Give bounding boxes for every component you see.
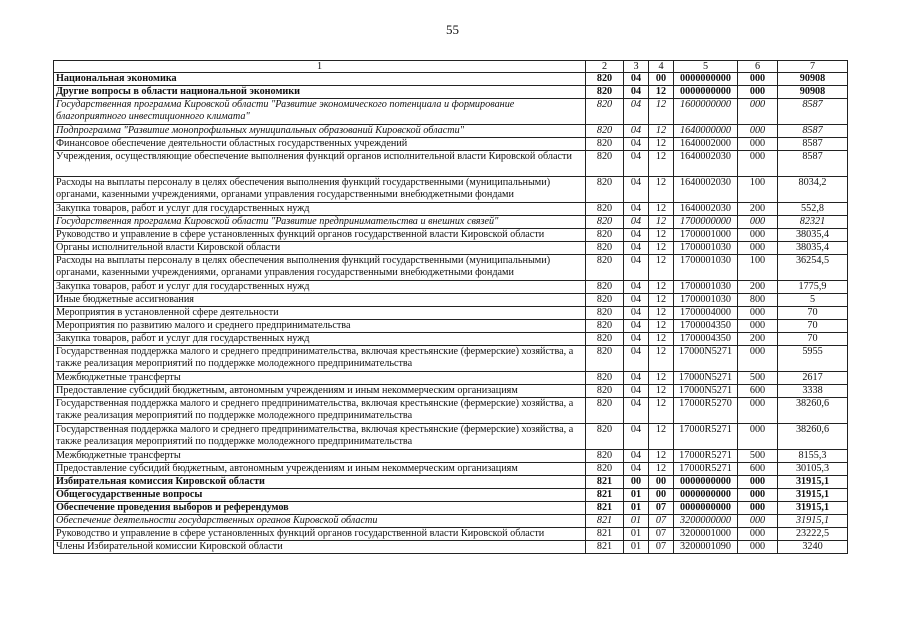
section-code-cell: 04: [624, 333, 649, 346]
target-article-cell: 17000R5271: [674, 424, 738, 450]
column-number-header: [54, 61, 848, 73]
page-number: 55: [446, 22, 459, 37]
table-row: [54, 502, 848, 515]
table-row: [54, 424, 848, 450]
subsection-code-cell: 12: [649, 99, 674, 125]
expense-type-cell: 600: [738, 463, 778, 476]
section-code-cell: 00: [624, 476, 649, 489]
section-code-cell: 01: [624, 541, 649, 554]
expense-type-cell: 000: [738, 216, 778, 229]
expense-type-cell: 200: [738, 333, 778, 346]
ministry-code-cell: 820: [586, 177, 624, 203]
row-name-cell: Межбюджетные трансферты: [54, 450, 586, 463]
amount-cell: 2617: [778, 372, 848, 385]
target-article-cell: 3200001090: [674, 541, 738, 554]
table-row: [54, 541, 848, 554]
ministry-code-cell: 820: [586, 229, 624, 242]
expense-type-cell: 000: [738, 151, 778, 177]
table-row: [54, 86, 848, 99]
amount-cell: 8587: [778, 151, 848, 177]
row-name-cell: Другие вопросы в области национальной экономики: [54, 86, 586, 99]
target-article-cell: 1640002030: [674, 177, 738, 203]
ministry-code-cell: 820: [586, 450, 624, 463]
row-name-cell: Обеспечение деятельности государственных органов Кировской области: [54, 515, 586, 528]
table-row: [54, 138, 848, 151]
subsection-code-cell: 00: [649, 489, 674, 502]
subsection-code-cell: 12: [649, 125, 674, 138]
amount-cell: 3240: [778, 541, 848, 554]
section-code-cell: 01: [624, 489, 649, 502]
subsection-code-cell: 12: [649, 320, 674, 333]
subsection-code-cell: 12: [649, 294, 674, 307]
subsection-code-cell: 12: [649, 86, 674, 99]
ministry-code-cell: 820: [586, 255, 624, 281]
budget-table: [53, 60, 848, 554]
target-article-cell: 1640002030: [674, 151, 738, 177]
expense-type-cell: 500: [738, 372, 778, 385]
target-article-cell: 1640002030: [674, 203, 738, 216]
expense-type-cell: 000: [738, 125, 778, 138]
amount-cell: 3338: [778, 385, 848, 398]
table-row: [54, 346, 848, 372]
section-code-cell: 04: [624, 346, 649, 372]
section-code-cell: 04: [624, 229, 649, 242]
expense-type-cell: 200: [738, 203, 778, 216]
section-code-cell: 04: [624, 242, 649, 255]
amount-cell: 36254,5: [778, 255, 848, 281]
table-row: [54, 372, 848, 385]
amount-cell: 38035,4: [778, 242, 848, 255]
ministry-code-cell: 821: [586, 515, 624, 528]
expense-type-cell: 000: [738, 73, 778, 86]
row-name-cell: Государственная поддержка малого и среднего предпринимательства, включая крестьянские (фермерские) хозяйства, а также реализация мероприятий по поддержке молодежного предпринимательства: [54, 424, 586, 450]
section-code-cell: 04: [624, 307, 649, 320]
amount-cell: 30105,3: [778, 463, 848, 476]
subsection-code-cell: 12: [649, 216, 674, 229]
target-article-cell: 1700001030: [674, 255, 738, 281]
amount-cell: 5: [778, 294, 848, 307]
target-article-cell: 1600000000: [674, 99, 738, 125]
ministry-code-cell: 820: [586, 86, 624, 99]
ministry-code-cell: 820: [586, 398, 624, 424]
section-code-cell: 04: [624, 138, 649, 151]
target-article-cell: 3200000000: [674, 515, 738, 528]
table-row: [54, 73, 848, 86]
subsection-code-cell: 07: [649, 502, 674, 515]
section-code-cell: 01: [624, 528, 649, 541]
subsection-code-cell: 12: [649, 203, 674, 216]
header-cell: 2: [586, 61, 624, 73]
expense-type-cell: 000: [738, 398, 778, 424]
table-row: [54, 294, 848, 307]
amount-cell: 38260,6: [778, 398, 848, 424]
row-name-cell: Расходы на выплаты персоналу в целях обеспечения выполнения функций государственными (муниципальными) органами, казенными учреждениями, органами управления государственными внебюджетными фондами: [54, 177, 586, 203]
ministry-code-cell: 820: [586, 424, 624, 450]
row-name-cell: Подпрограмма "Развитие монопрофильных муниципальных образований Кировской области": [54, 125, 586, 138]
target-article-cell: 3200001000: [674, 528, 738, 541]
expense-type-cell: 500: [738, 450, 778, 463]
ministry-code-cell: 820: [586, 151, 624, 177]
subsection-code-cell: 12: [649, 372, 674, 385]
subsection-code-cell: 07: [649, 515, 674, 528]
expense-type-cell: 000: [738, 307, 778, 320]
expense-type-cell: 200: [738, 281, 778, 294]
table-row: [54, 515, 848, 528]
header-cell: 4: [649, 61, 674, 73]
section-code-cell: 04: [624, 255, 649, 281]
table-row: [54, 463, 848, 476]
ministry-code-cell: 820: [586, 346, 624, 372]
subsection-code-cell: 12: [649, 333, 674, 346]
amount-cell: 31915,1: [778, 489, 848, 502]
section-code-cell: 04: [624, 177, 649, 203]
ministry-code-cell: 820: [586, 242, 624, 255]
table-row: [54, 203, 848, 216]
section-code-cell: 04: [624, 398, 649, 424]
table-row: [54, 385, 848, 398]
table-row: [54, 255, 848, 281]
table-row: [54, 489, 848, 502]
table-row: [54, 281, 848, 294]
target-article-cell: 17000R5270: [674, 398, 738, 424]
table-row: [54, 151, 848, 177]
section-code-cell: 04: [624, 372, 649, 385]
row-name-cell: Финансовое обеспечение деятельности областных государственных учреждений: [54, 138, 586, 151]
amount-cell: 552,8: [778, 203, 848, 216]
section-code-cell: 04: [624, 151, 649, 177]
subsection-code-cell: 12: [649, 242, 674, 255]
ministry-code-cell: 820: [586, 333, 624, 346]
target-article-cell: 17000N5271: [674, 385, 738, 398]
row-name-cell: Государственная поддержка малого и среднего предпринимательства, включая крестьянские (фермерские) хозяйства, а также реализация мероприятий по поддержке молодежного предпринимательства: [54, 398, 586, 424]
expense-type-cell: 000: [738, 489, 778, 502]
target-article-cell: 0000000000: [674, 86, 738, 99]
row-name-cell: Члены Избирательной комиссии Кировской области: [54, 541, 586, 554]
section-code-cell: 04: [624, 73, 649, 86]
amount-cell: 8034,2: [778, 177, 848, 203]
row-name-cell: Межбюджетные трансферты: [54, 372, 586, 385]
row-name-cell: Общегосударственные вопросы: [54, 489, 586, 502]
subsection-code-cell: 07: [649, 541, 674, 554]
table-body: [54, 61, 848, 554]
row-name-cell: Иные бюджетные ассигнования: [54, 294, 586, 307]
table-row: [54, 398, 848, 424]
target-article-cell: 0000000000: [674, 476, 738, 489]
table-row: [54, 242, 848, 255]
amount-cell: 70: [778, 307, 848, 320]
subsection-code-cell: 00: [649, 476, 674, 489]
amount-cell: 38035,4: [778, 229, 848, 242]
subsection-code-cell: 12: [649, 385, 674, 398]
expense-type-cell: 000: [738, 99, 778, 125]
subsection-code-cell: 12: [649, 177, 674, 203]
subsection-code-cell: 12: [649, 424, 674, 450]
amount-cell: 8587: [778, 138, 848, 151]
ministry-code-cell: 820: [586, 320, 624, 333]
expense-type-cell: 000: [738, 242, 778, 255]
amount-cell: 70: [778, 320, 848, 333]
section-code-cell: 04: [624, 320, 649, 333]
table-row: [54, 320, 848, 333]
ministry-code-cell: 820: [586, 294, 624, 307]
subsection-code-cell: 12: [649, 151, 674, 177]
target-article-cell: 1700001030: [674, 242, 738, 255]
row-name-cell: Руководство и управление в сфере установленных функций органов государственной власти Кировской области: [54, 229, 586, 242]
target-article-cell: 17000N5271: [674, 372, 738, 385]
expense-type-cell: 000: [738, 476, 778, 489]
row-name-cell: Мероприятия по развитию малого и среднего предпринимательства: [54, 320, 586, 333]
row-name-cell: Закупка товаров, работ и услуг для государственных нужд: [54, 281, 586, 294]
expense-type-cell: 600: [738, 385, 778, 398]
amount-cell: 90908: [778, 73, 848, 86]
budget-table-container: [53, 60, 847, 554]
row-name-cell: Расходы на выплаты персоналу в целях обеспечения выполнения функций государственными (муниципальными) органами, казенными учреждениями, органами управления государственными внебюджетными фондами: [54, 255, 586, 281]
target-article-cell: 1700000000: [674, 216, 738, 229]
table-row: [54, 177, 848, 203]
section-code-cell: 04: [624, 86, 649, 99]
expense-type-cell: 100: [738, 255, 778, 281]
subsection-code-cell: 12: [649, 138, 674, 151]
target-article-cell: 1640000000: [674, 125, 738, 138]
target-article-cell: 1700004350: [674, 333, 738, 346]
section-code-cell: 04: [624, 216, 649, 229]
target-article-cell: 17000R5271: [674, 450, 738, 463]
expense-type-cell: 000: [738, 320, 778, 333]
section-code-cell: 04: [624, 203, 649, 216]
target-article-cell: 0000000000: [674, 502, 738, 515]
subsection-code-cell: 12: [649, 463, 674, 476]
section-code-cell: 04: [624, 281, 649, 294]
expense-type-cell: 000: [738, 541, 778, 554]
target-article-cell: 1700001030: [674, 294, 738, 307]
ministry-code-cell: 820: [586, 125, 624, 138]
amount-cell: 31915,1: [778, 502, 848, 515]
ministry-code-cell: 821: [586, 528, 624, 541]
target-article-cell: 1700001030: [674, 281, 738, 294]
ministry-code-cell: 820: [586, 463, 624, 476]
target-article-cell: 1700004350: [674, 320, 738, 333]
amount-cell: 1775,9: [778, 281, 848, 294]
subsection-code-cell: 12: [649, 307, 674, 320]
table-row: [54, 450, 848, 463]
subsection-code-cell: 12: [649, 398, 674, 424]
ministry-code-cell: 821: [586, 476, 624, 489]
row-name-cell: Предоставление субсидий бюджетным, автономным учреждениям и иным некоммерческим организациям: [54, 385, 586, 398]
table-row: [54, 307, 848, 320]
table-row: [54, 476, 848, 489]
subsection-code-cell: 12: [649, 229, 674, 242]
row-name-cell: Обеспечение проведения выборов и референдумов: [54, 502, 586, 515]
amount-cell: 90908: [778, 86, 848, 99]
subsection-code-cell: 07: [649, 528, 674, 541]
amount-cell: 31915,1: [778, 476, 848, 489]
expense-type-cell: 000: [738, 424, 778, 450]
ministry-code-cell: 821: [586, 541, 624, 554]
section-code-cell: 04: [624, 450, 649, 463]
ministry-code-cell: 820: [586, 138, 624, 151]
section-code-cell: 04: [624, 125, 649, 138]
target-article-cell: 0000000000: [674, 489, 738, 502]
header-cell: 5: [674, 61, 738, 73]
amount-cell: 5955: [778, 346, 848, 372]
ministry-code-cell: 820: [586, 203, 624, 216]
table-row: [54, 125, 848, 138]
section-code-cell: 01: [624, 515, 649, 528]
section-code-cell: 04: [624, 385, 649, 398]
amount-cell: 8587: [778, 99, 848, 125]
amount-cell: 8587: [778, 125, 848, 138]
header-cell: 6: [738, 61, 778, 73]
header-cell: 7: [778, 61, 848, 73]
table-row: [54, 333, 848, 346]
target-article-cell: 1700001000: [674, 229, 738, 242]
ministry-code-cell: 820: [586, 307, 624, 320]
row-name-cell: Национальная экономика: [54, 73, 586, 86]
subsection-code-cell: 00: [649, 73, 674, 86]
amount-cell: 23222,5: [778, 528, 848, 541]
expense-type-cell: 800: [738, 294, 778, 307]
section-code-cell: 04: [624, 424, 649, 450]
row-name-cell: Закупка товаров, работ и услуг для государственных нужд: [54, 333, 586, 346]
section-code-cell: 04: [624, 99, 649, 125]
table-row: [54, 229, 848, 242]
header-cell: 3: [624, 61, 649, 73]
subsection-code-cell: 12: [649, 281, 674, 294]
expense-type-cell: 000: [738, 502, 778, 515]
row-name-cell: Предоставление субсидий бюджетным, автономным учреждениям и иным некоммерческим организациям: [54, 463, 586, 476]
ministry-code-cell: 820: [586, 281, 624, 294]
expense-type-cell: 000: [738, 229, 778, 242]
ministry-code-cell: 820: [586, 73, 624, 86]
target-article-cell: 0000000000: [674, 73, 738, 86]
section-code-cell: 04: [624, 294, 649, 307]
ministry-code-cell: 821: [586, 489, 624, 502]
ministry-code-cell: 820: [586, 372, 624, 385]
target-article-cell: 17000R5271: [674, 463, 738, 476]
row-name-cell: Государственная программа Кировской области "Развитие предпринимательства и внешних связей": [54, 216, 586, 229]
row-name-cell: Избирательная комиссия Кировской области: [54, 476, 586, 489]
row-name-cell: Учреждения, осуществляющие обеспечение выполнения функций органов исполнительной власти Кировской области: [54, 151, 586, 177]
expense-type-cell: 000: [738, 515, 778, 528]
section-code-cell: 01: [624, 502, 649, 515]
target-article-cell: 1700004000: [674, 307, 738, 320]
amount-cell: 31915,1: [778, 515, 848, 528]
ministry-code-cell: 820: [586, 385, 624, 398]
header-cell: 1: [54, 61, 586, 73]
row-name-cell: Государственная поддержка малого и среднего предпринимательства, включая крестьянские (фермерские) хозяйства, а также реализация мероприятий по поддержке молодежного предпринимательства: [54, 346, 586, 372]
subsection-code-cell: 12: [649, 255, 674, 281]
table-row: [54, 216, 848, 229]
expense-type-cell: 000: [738, 138, 778, 151]
row-name-cell: Государственная программа Кировской области "Развитие экономического потенциала и формирование благоприятного инвестиционного климата": [54, 99, 586, 125]
table-row: [54, 99, 848, 125]
table-row: [54, 528, 848, 541]
subsection-code-cell: 12: [649, 346, 674, 372]
expense-type-cell: 000: [738, 528, 778, 541]
expense-type-cell: 100: [738, 177, 778, 203]
expense-type-cell: 000: [738, 346, 778, 372]
row-name-cell: Закупка товаров, работ и услуг для государственных нужд: [54, 203, 586, 216]
amount-cell: 8155,3: [778, 450, 848, 463]
expense-type-cell: 000: [738, 86, 778, 99]
section-code-cell: 04: [624, 463, 649, 476]
ministry-code-cell: 820: [586, 99, 624, 125]
amount-cell: 82321: [778, 216, 848, 229]
amount-cell: 70: [778, 333, 848, 346]
row-name-cell: Мероприятия в установленной сфере деятельности: [54, 307, 586, 320]
target-article-cell: 17000N5271: [674, 346, 738, 372]
target-article-cell: 1640002000: [674, 138, 738, 151]
row-name-cell: Органы исполнительной власти Кировской области: [54, 242, 586, 255]
ministry-code-cell: 821: [586, 502, 624, 515]
amount-cell: 38260,6: [778, 424, 848, 450]
subsection-code-cell: 12: [649, 450, 674, 463]
ministry-code-cell: 820: [586, 216, 624, 229]
row-name-cell: Руководство и управление в сфере установленных функций органов государственной власти Кировской области: [54, 528, 586, 541]
